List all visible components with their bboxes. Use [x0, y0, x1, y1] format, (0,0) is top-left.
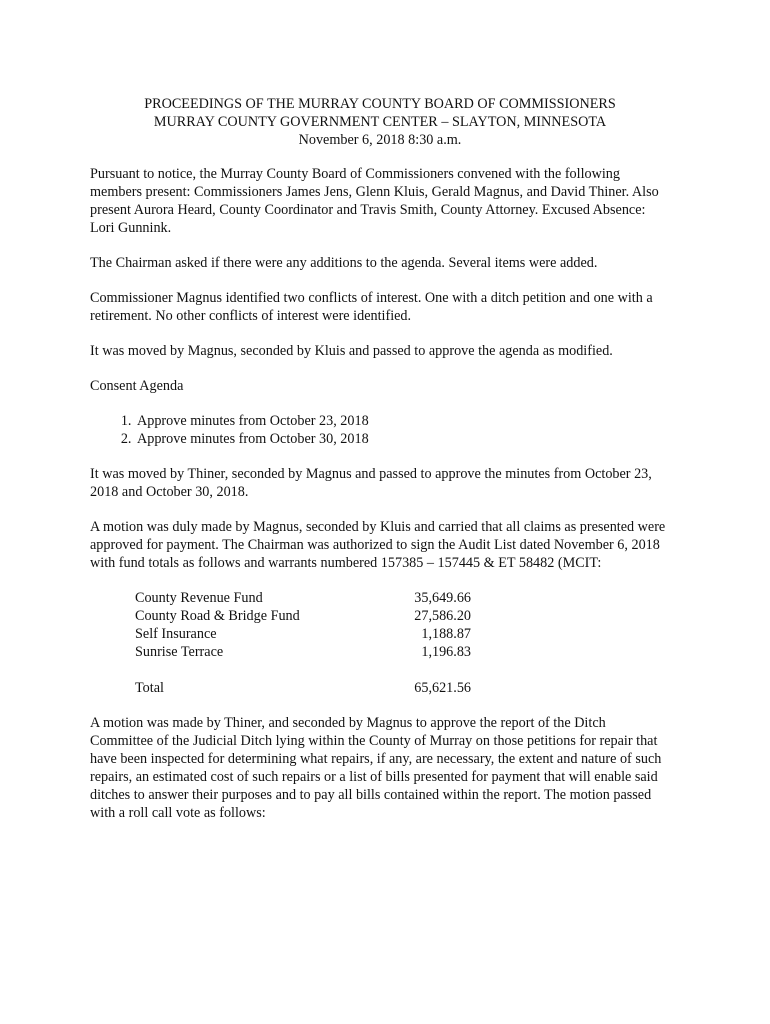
- claims-motion-paragraph: A motion was duly made by Magnus, seconded by Kluis and carried that all claims as presented were approved for payment. The Chairman was authorized to sign the Audit List dated November 6, 2018 with fund totals as follows and warrants numbered 157385 – 157445 & ET 58482 (MCIT:: [90, 519, 666, 571]
- table-row: [135, 607, 471, 625]
- total-row: [135, 661, 471, 697]
- table-row: [135, 625, 471, 643]
- header-date: November 6, 2018 8:30 a.m.: [298, 132, 462, 148]
- fund-amount: 35,649.66: [414, 590, 471, 606]
- table-row: [135, 589, 471, 607]
- attendance-paragraph: Pursuant to notice, the Murray County Board of Commissioners convened with the following members present: Commissioners James Jens, Glenn Kluis, Gerald Magnus, and David Thiner. Also present Aurora Heard, County Coordinator and Travis Smith, County Attorney. Excused Absence: Lori Gunnink.: [90, 166, 659, 236]
- fund-name: Sunrise Terrace: [135, 644, 224, 660]
- total-label: Total: [135, 680, 164, 696]
- agenda-motion-paragraph: It was moved by Magnus, seconded by Kluis and passed to approve the agenda as modified.: [90, 343, 613, 359]
- list-item: 1. Approve minutes from October 23, 2018: [135, 412, 670, 430]
- consent-agenda-list: [90, 412, 670, 448]
- conflicts-paragraph: Commissioner Magnus identified two conflicts of interest. One with a ditch petition and one with a retirement. No other conflicts of interest were identified.: [90, 290, 653, 324]
- minutes-motion-paragraph: It was moved by Thiner, seconded by Magnus and passed to approve the minutes from October 23, 2018 and October 30, 2018.: [90, 466, 652, 500]
- fund-amount: 27,586.20: [414, 608, 471, 624]
- fund-name: County Revenue Fund: [135, 590, 263, 606]
- fund-totals-table: [135, 589, 471, 697]
- consent-agenda-heading: Consent Agenda: [90, 378, 184, 394]
- document-header: [90, 95, 670, 149]
- header-title: PROCEEDINGS OF THE MURRAY COUNTY BOARD OF COMMISSIONERS: [144, 96, 616, 112]
- ditch-motion-paragraph: A motion was made by Thiner, and seconded by Magnus to approve the report of the Ditch Committee of the Judicial Ditch lying within the County of Murray on those petitions for repair that have been inspected for determining what repairs, if any, are necessary, the extent and nature of such repairs, an estimated cost of such repairs or a list of bills presented for payment that will enable said ditches to answer their purposes and to pay all bills contained within the report. The motion passed with a roll call vote as follows:: [90, 715, 662, 821]
- fund-amount: 1,196.83: [421, 644, 471, 660]
- fund-amount: 1,188.87: [421, 626, 471, 642]
- fund-name: Self Insurance: [135, 626, 217, 642]
- table-row: [135, 643, 471, 661]
- fund-name: County Road & Bridge Fund: [135, 608, 300, 624]
- header-location: MURRAY COUNTY GOVERNMENT CENTER – SLAYTON, MINNESOTA: [153, 114, 607, 130]
- list-item: 2. Approve minutes from October 30, 2018: [135, 430, 670, 448]
- agenda-additions-paragraph: The Chairman asked if there were any additions to the agenda. Several items were added.: [90, 255, 598, 271]
- total-amount: 65,621.56: [414, 680, 471, 696]
